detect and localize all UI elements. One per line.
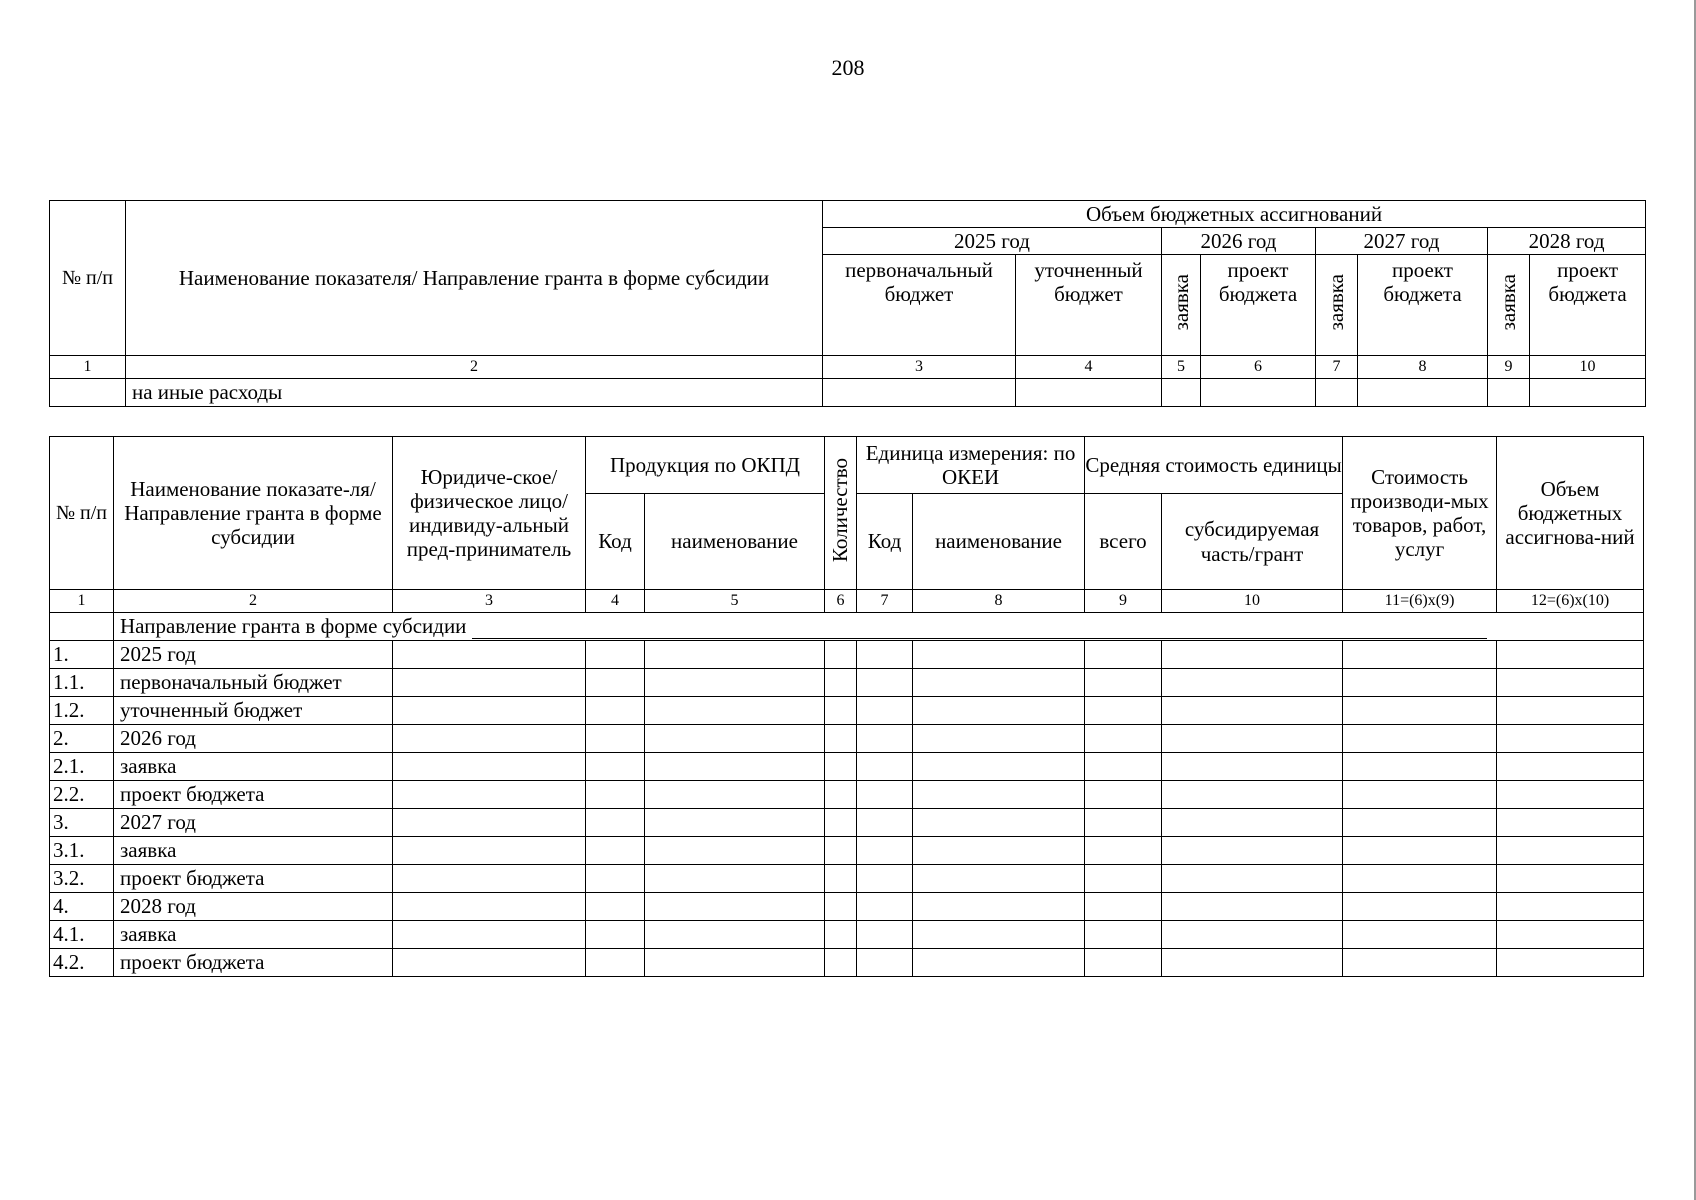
- table-cell: [857, 893, 913, 921]
- table-cell: [1497, 865, 1644, 893]
- table-row: [50, 949, 1644, 977]
- t1-colnum-8: 8: [1358, 356, 1488, 379]
- t1-year-2028: 2028 год: [1488, 228, 1646, 255]
- t2-header-volume: Объем бюджетных ассигнова-ний: [1497, 437, 1644, 590]
- t1-colnum-10: 10: [1530, 356, 1646, 379]
- t1-year-2026: 2026 год: [1162, 228, 1316, 255]
- t1-year-2027: 2027 год: [1316, 228, 1488, 255]
- t2-okpd-code: Код: [586, 494, 645, 590]
- row-number: 4.2.: [50, 949, 114, 977]
- row-label: первоначальный бюджет: [114, 669, 393, 697]
- table-cell: [1162, 781, 1343, 809]
- table-cell: [1343, 781, 1497, 809]
- table-cell: [645, 921, 825, 949]
- table-cell: [825, 641, 857, 669]
- table-cell: [393, 725, 586, 753]
- t1-sub-project-2027: проект бюджета: [1358, 255, 1488, 356]
- table-cell: [913, 893, 1085, 921]
- table-cell: [857, 949, 913, 977]
- table-cell: [857, 921, 913, 949]
- table-row: [50, 753, 1644, 781]
- table-cell: [50, 379, 126, 407]
- t2-colnum-11: 11=(6)x(9): [1343, 590, 1497, 613]
- table-cell: [393, 781, 586, 809]
- row-number: 1.: [50, 641, 114, 669]
- table-cell: [645, 725, 825, 753]
- table-cell: [586, 949, 645, 977]
- t2-avg-subsidized: субсидируемая часть/грант: [1162, 494, 1343, 590]
- table-cell: [645, 809, 825, 837]
- table-cell: [913, 837, 1085, 865]
- table-cell: [1085, 865, 1162, 893]
- table-row: [50, 809, 1644, 837]
- t2-colnum-1: 1: [50, 590, 114, 613]
- t2-okei-code: Код: [857, 494, 913, 590]
- table-row: [50, 865, 1644, 893]
- table-cell: [913, 809, 1085, 837]
- table-cell: [823, 379, 1016, 407]
- t2-colnum-7: 7: [857, 590, 913, 613]
- t2-header-cost: Стоимость производи-мых товаров, работ, услуг: [1343, 437, 1497, 590]
- t1-colnum-3: 3: [823, 356, 1016, 379]
- table-cell: [1343, 697, 1497, 725]
- table-cell: [586, 809, 645, 837]
- table-row: [50, 697, 1644, 725]
- table-cell: [1343, 949, 1497, 977]
- table-cell: [825, 725, 857, 753]
- row-label: уточненный бюджет: [114, 697, 393, 725]
- table-cell: [913, 921, 1085, 949]
- t1-colnum-7: 7: [1316, 356, 1358, 379]
- table-cell: [825, 697, 857, 725]
- table-cell: [50, 613, 114, 641]
- table-cell: [1162, 379, 1201, 407]
- t2-data-rows: [50, 641, 1644, 977]
- table-cell: [393, 753, 586, 781]
- table-cell: [1343, 865, 1497, 893]
- table-cell: [857, 697, 913, 725]
- table-cell: [913, 949, 1085, 977]
- table-cell: [1162, 725, 1343, 753]
- table-cell: [1016, 379, 1162, 407]
- t2-header-no: № п/п: [50, 437, 114, 590]
- table-cell: [393, 865, 586, 893]
- table-cell: [1162, 669, 1343, 697]
- table-row: [50, 781, 1644, 809]
- table-cell: [1497, 781, 1644, 809]
- row-label: проект бюджета: [114, 865, 393, 893]
- row-number: 3.1.: [50, 837, 114, 865]
- row-number: 1.2.: [50, 697, 114, 725]
- t2-direction-label: Направление гранта в форме субсидии: [120, 614, 467, 639]
- t1-sub-request-2027-text: заявка: [1324, 274, 1349, 331]
- t2-colnum-8: 8: [913, 590, 1085, 613]
- t1-header-name: Наименование показателя/ Направление гранта в форме субсидии: [126, 201, 823, 356]
- table-cell: [645, 697, 825, 725]
- t2-header-name: Наименование показате-ля/ Направление гранта в форме субсидии: [114, 437, 393, 590]
- table-cell: [586, 669, 645, 697]
- t2-header-okpd: Продукция по ОКПД: [586, 437, 825, 494]
- table-cell: [825, 669, 857, 697]
- table-cell: [645, 669, 825, 697]
- table-cell: [1497, 949, 1644, 977]
- row-number: 2.: [50, 725, 114, 753]
- t2-header-quantity: [825, 437, 857, 590]
- t1-sub-request-2026: [1162, 255, 1201, 356]
- table-cell: [1343, 809, 1497, 837]
- table-row: [50, 921, 1644, 949]
- table-cell: [857, 669, 913, 697]
- table-cell: [1085, 809, 1162, 837]
- table-cell: [1085, 837, 1162, 865]
- row-number: 2.2.: [50, 781, 114, 809]
- table-cell: [1497, 669, 1644, 697]
- t2-colnum-3: 3: [393, 590, 586, 613]
- table-cell: [913, 781, 1085, 809]
- table-cell: [1530, 379, 1646, 407]
- table-cell: [393, 949, 586, 977]
- table-cell: [1162, 949, 1343, 977]
- table-cell: [825, 921, 857, 949]
- table-row: [50, 893, 1644, 921]
- table-cell: [825, 837, 857, 865]
- table-cell: [1162, 837, 1343, 865]
- table-cell: [645, 641, 825, 669]
- row-label: заявка: [114, 921, 393, 949]
- table-cell: [1497, 921, 1644, 949]
- table-cell: [645, 753, 825, 781]
- table-cell: [645, 837, 825, 865]
- table-row: [50, 641, 1644, 669]
- t1-sub-request-2026-text: заявка: [1168, 274, 1193, 331]
- table-cell: [1162, 697, 1343, 725]
- row-number: 3.: [50, 809, 114, 837]
- t1-header-no: № п/п: [50, 201, 126, 356]
- table-cell: [586, 865, 645, 893]
- t2-direction-row: [114, 613, 1644, 641]
- t1-sub-request-2027: [1316, 255, 1358, 356]
- table-cell: [825, 949, 857, 977]
- table-cell: [857, 781, 913, 809]
- table-cell: [1343, 837, 1497, 865]
- table-cell: [1201, 379, 1316, 407]
- row-label: 2027 год: [114, 809, 393, 837]
- table-cell: [913, 865, 1085, 893]
- table-cell: [393, 837, 586, 865]
- t2-okpd-name: наименование: [645, 494, 825, 590]
- table-cell: [1085, 921, 1162, 949]
- table-cell: [1497, 697, 1644, 725]
- table-cell: [1497, 837, 1644, 865]
- t2-header-avg: Средняя стоимость единицы: [1085, 437, 1343, 494]
- table-cell: [645, 949, 825, 977]
- row-number: 4.1.: [50, 921, 114, 949]
- table-cell: [857, 641, 913, 669]
- table-cell: [1343, 641, 1497, 669]
- t2-colnum-2: 2: [114, 590, 393, 613]
- direction-fill-line: [472, 618, 1487, 639]
- t1-header-group: Объем бюджетных ассигнований: [823, 201, 1646, 228]
- t1-sub-revised: уточненный бюджет: [1016, 255, 1162, 356]
- table-cell: [1162, 753, 1343, 781]
- table-cell: [1497, 753, 1644, 781]
- table-cell: [1343, 921, 1497, 949]
- table-cell: [586, 893, 645, 921]
- table-cell: [393, 921, 586, 949]
- t1-colnum-4: 4: [1016, 356, 1162, 379]
- row-number: 1.1.: [50, 669, 114, 697]
- t2-avg-total: всего: [1085, 494, 1162, 590]
- table-cell: [1162, 893, 1343, 921]
- row-number: 4.: [50, 893, 114, 921]
- table-cell: [1343, 753, 1497, 781]
- table-cell: [1316, 379, 1358, 407]
- t2-colnum-4: 4: [586, 590, 645, 613]
- table-cell: [913, 669, 1085, 697]
- t1-colnum-5: 5: [1162, 356, 1201, 379]
- table-cell: [857, 725, 913, 753]
- page-number: 208: [831, 55, 865, 80]
- table-cell: [857, 837, 913, 865]
- table-cell: [1085, 725, 1162, 753]
- table-cell: [913, 641, 1085, 669]
- table-cell: [1497, 809, 1644, 837]
- row-label: проект бюджета: [114, 949, 393, 977]
- table-cell: [393, 697, 586, 725]
- table-cell: [1085, 697, 1162, 725]
- table-cell: [1085, 893, 1162, 921]
- table-cell: [1497, 725, 1644, 753]
- table-cell: [393, 641, 586, 669]
- grant-products-table: [49, 436, 1644, 977]
- row-label: заявка: [114, 837, 393, 865]
- table-cell: [645, 893, 825, 921]
- t2-header-quantity-text: Количество: [828, 458, 853, 563]
- t1-sub-project-2028: проект бюджета: [1530, 255, 1646, 356]
- t1-year-2025: 2025 год: [823, 228, 1162, 255]
- table-cell: [1497, 641, 1644, 669]
- table-cell: [586, 641, 645, 669]
- table-cell: [825, 865, 857, 893]
- t1-colnum-9: 9: [1488, 356, 1530, 379]
- table-row: [50, 837, 1644, 865]
- table-cell: [1085, 949, 1162, 977]
- t2-colnum-9: 9: [1085, 590, 1162, 613]
- t1-sub-request-2028-text: заявка: [1496, 274, 1521, 331]
- table-cell: [1085, 641, 1162, 669]
- table-cell: [1343, 725, 1497, 753]
- t2-colnum-12: 12=(6)x(10): [1497, 590, 1644, 613]
- table-cell: [1162, 865, 1343, 893]
- table-row: [50, 725, 1644, 753]
- row-label: заявка: [114, 753, 393, 781]
- row-label: 2028 год: [114, 893, 393, 921]
- table-cell: [1358, 379, 1488, 407]
- table-cell: [913, 697, 1085, 725]
- t2-header-entity: Юридиче-ское/физическое лицо/ индивиду-альный пред-приниматель: [393, 437, 586, 590]
- table-cell: [1488, 379, 1530, 407]
- table-cell: [1343, 893, 1497, 921]
- table-cell: [913, 725, 1085, 753]
- table-cell: [1085, 669, 1162, 697]
- table-cell: [913, 753, 1085, 781]
- table-cell: [393, 669, 586, 697]
- table-cell: [857, 865, 913, 893]
- t1-colnum-6: 6: [1201, 356, 1316, 379]
- t2-colnum-10: 10: [1162, 590, 1343, 613]
- row-label: 2025 год: [114, 641, 393, 669]
- table-cell: [586, 725, 645, 753]
- t2-okei-name: наименование: [913, 494, 1085, 590]
- table-cell: [1162, 641, 1343, 669]
- table-cell: [1343, 669, 1497, 697]
- t2-colnum-5: 5: [645, 590, 825, 613]
- t1-colnum-2: 2: [126, 356, 823, 379]
- table-cell: [825, 753, 857, 781]
- table-cell: [1162, 921, 1343, 949]
- table-cell: [586, 697, 645, 725]
- t1-sub-project-2026: проект бюджета: [1201, 255, 1316, 356]
- t2-colnum-6: 6: [825, 590, 857, 613]
- table-cell: [857, 753, 913, 781]
- table-cell: [586, 921, 645, 949]
- table-cell: [645, 865, 825, 893]
- t1-colnum-1: 1: [50, 356, 126, 379]
- table-cell: [393, 809, 586, 837]
- table-cell: [586, 781, 645, 809]
- budget-allocations-table: [49, 200, 1646, 407]
- row-number: 3.2.: [50, 865, 114, 893]
- table-cell: [1497, 893, 1644, 921]
- table-cell: [645, 781, 825, 809]
- table-cell: [1085, 753, 1162, 781]
- row-label: 2026 год: [114, 725, 393, 753]
- table-cell: [825, 809, 857, 837]
- row-number: 2.1.: [50, 753, 114, 781]
- table-cell: [1162, 809, 1343, 837]
- table-row: [50, 669, 1644, 697]
- table-cell: [825, 781, 857, 809]
- table-cell: [825, 893, 857, 921]
- table-cell: [586, 837, 645, 865]
- row-label: проект бюджета: [114, 781, 393, 809]
- table-cell: [586, 753, 645, 781]
- table-cell: [1085, 781, 1162, 809]
- t2-header-okei: Единица измерения: по ОКЕИ: [857, 437, 1085, 494]
- table-cell: [393, 893, 586, 921]
- t1-sub-initial: первоначальный бюджет: [823, 255, 1016, 356]
- t1-row-label: на иные расходы: [126, 379, 823, 407]
- table-cell: [857, 809, 913, 837]
- t1-sub-request-2028: [1488, 255, 1530, 356]
